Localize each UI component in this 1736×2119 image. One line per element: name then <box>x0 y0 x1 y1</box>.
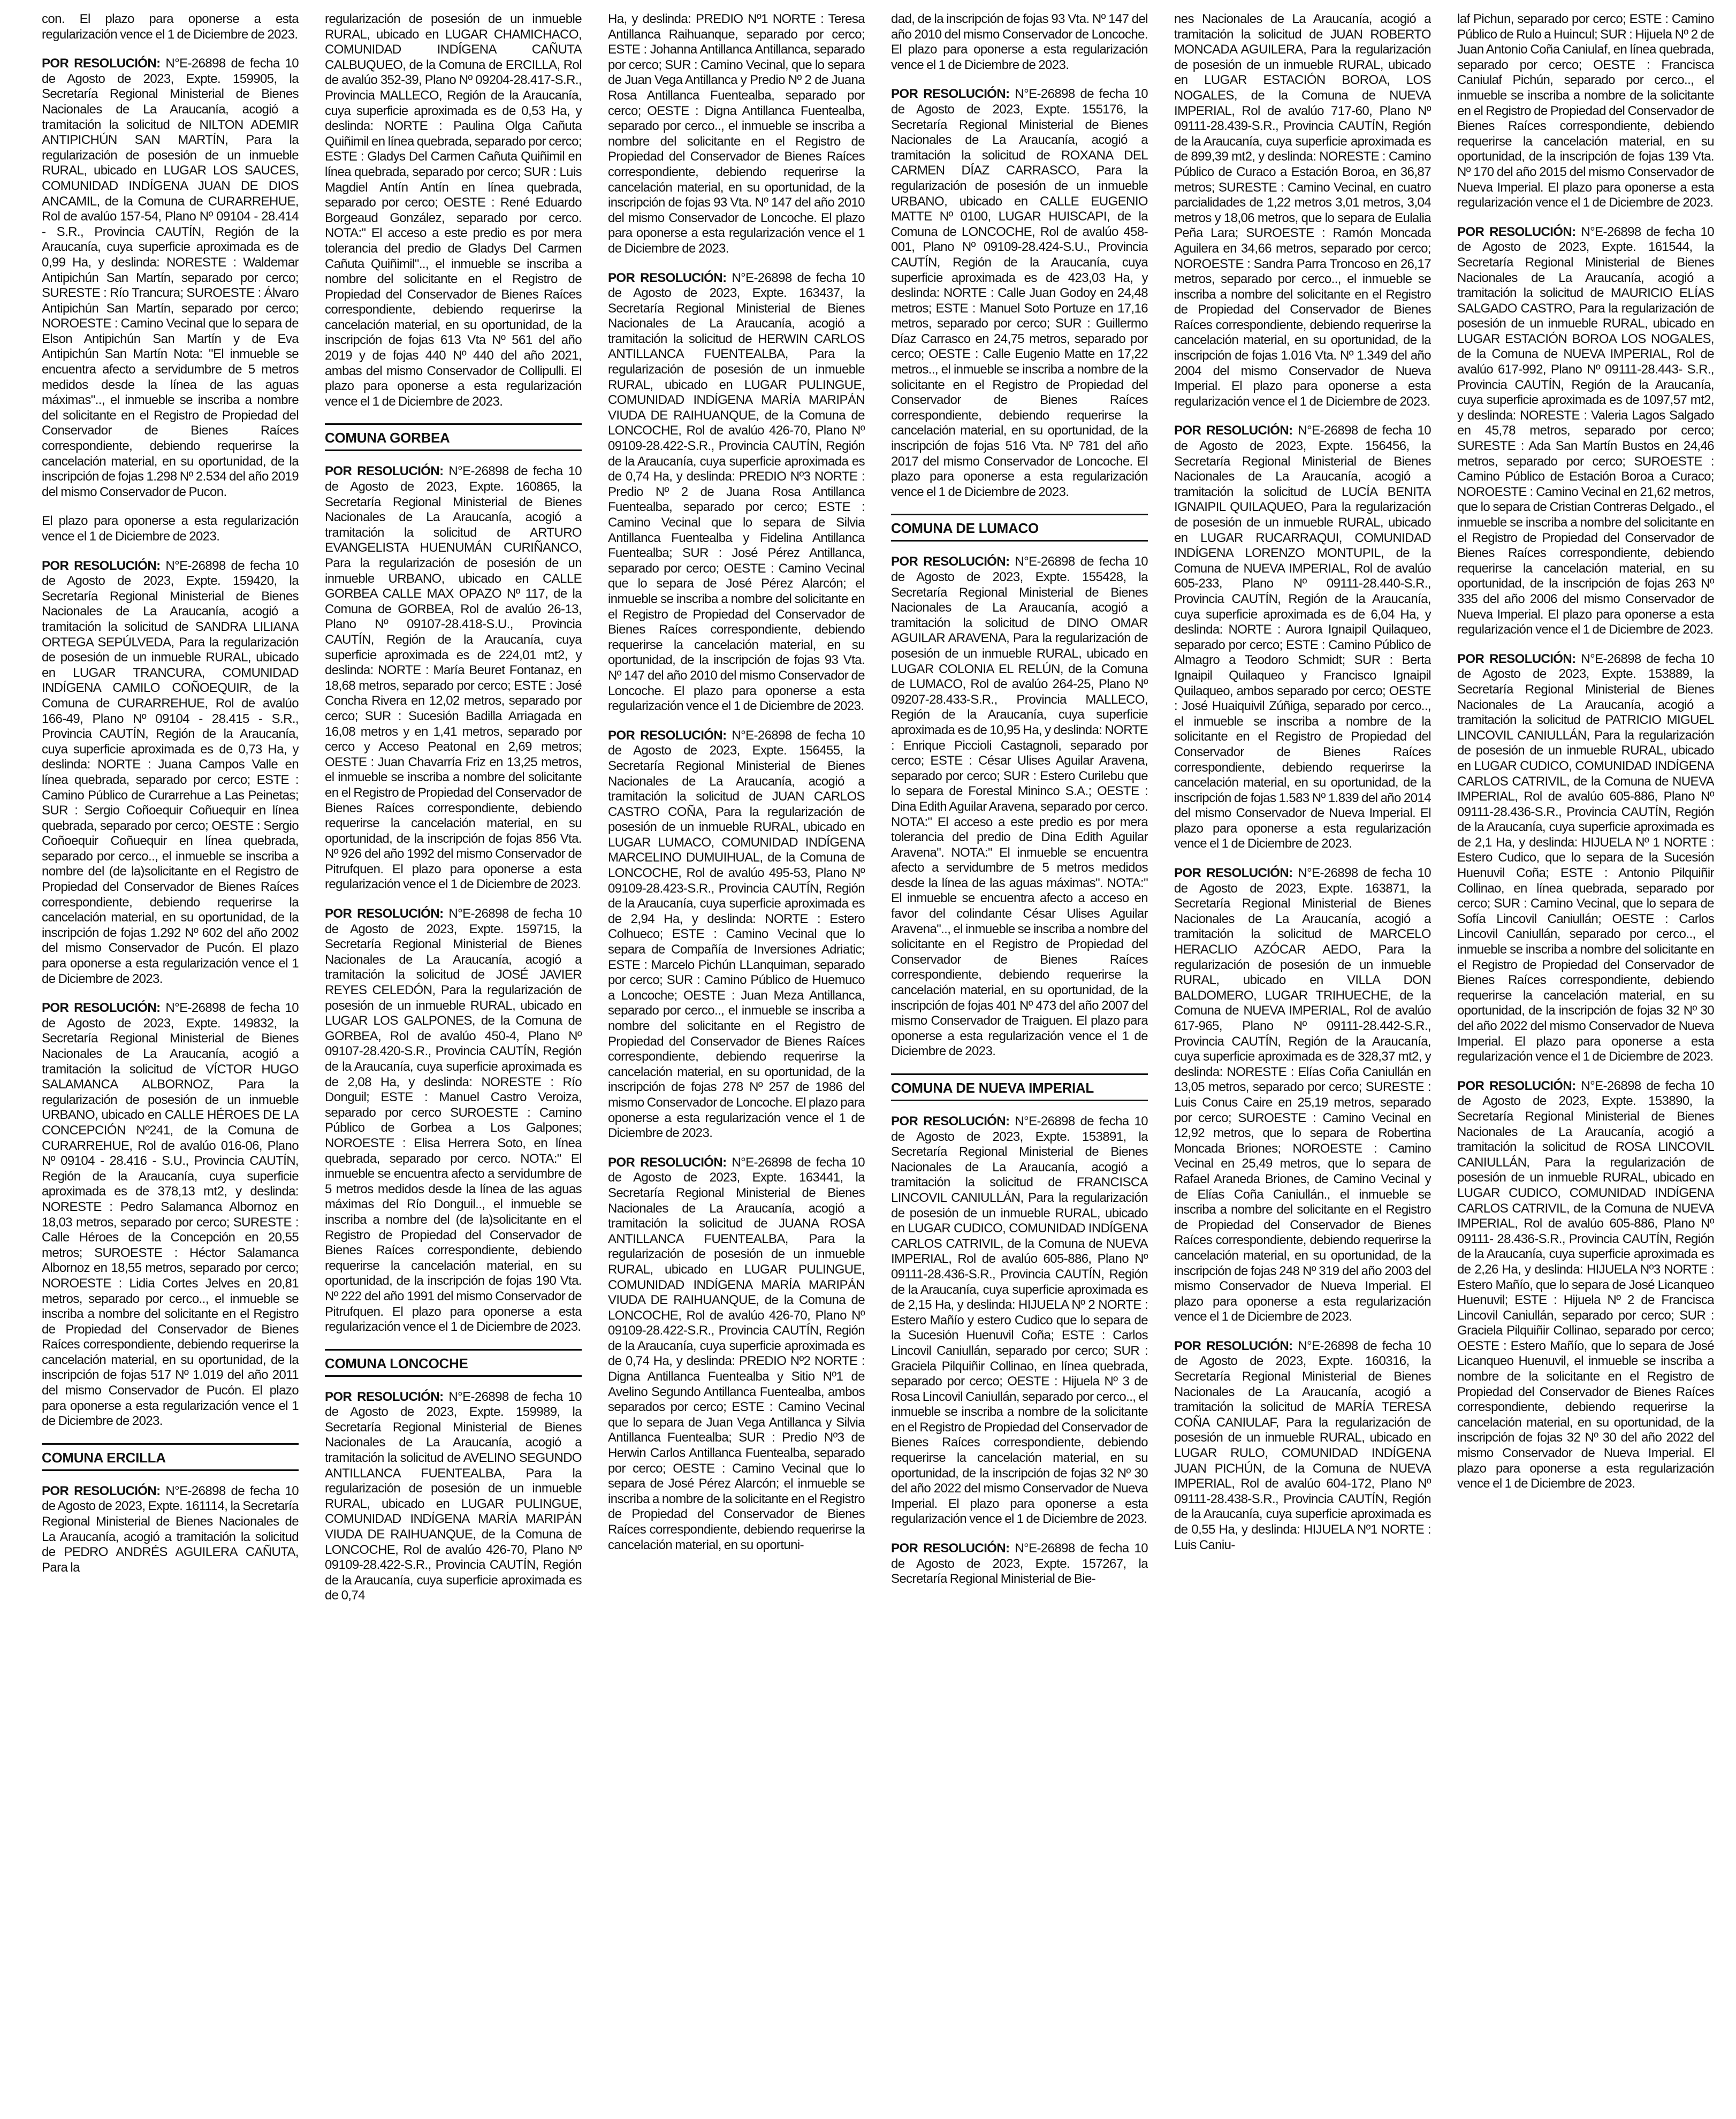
legal-notice <box>325 906 582 1335</box>
notice-body: N°E-26898 de fecha 10 de Agosto de 2023, Expte. 153889, la Secretaría Regional Ministerial de Bienes Nacionales de La Araucanía, acogió a tramitación la solicitud de PATRICIO MIGUEL LINCOVIL CANIULLÁN, Para la regularización de posesión de un inmueble RURAL, ubicado en LUGAR CUDICO, COMUNIDAD INDÍGENA CARLOS CATRIVIL, de la Comuna de NUEVA IMPERIAL, Rol de avalúo 605-886, Plano Nº 09111-28.436-S.R., Provincia CAUTÍN, Región de la Araucanía, cuya superficie aproximada es de 2,1 Ha, y deslinda: HIJUELA Nº 1 NORTE : Estero Cudico, que lo separa de la Sucesión Huenuvil Coña; ESTE : Antonio Pilquiñir Collinao, en línea quebrada, separado por cerco; SUR : Camino Vecinal, que lo separa de Sofía Lincovil Caniullán; OESTE : Carlos Lincovil Caniullán, separado por cerco.., el inmueble se inscriba a nombre del solicitante en el Registro de Propiedad del Conservador de Bienes Raíces correspondiente, debiendo requerirse la cancelación material, en su oportunidad, de la inscripción de fojas 32 Nº 30 del año 2022 del mismo Conservador de Nueva Imperial. El plazo para oponerse a esta regularización vence el 1 de Diciembre de 2023. <box>1457 651 1714 1064</box>
notice-body: laf Pichun, separado por cerco; ESTE : Camino Público de Rulo a Huincul; SUR : Hijuela Nº 2 de Juan Antonio Coña Caniulaf, en línea quebrada, separado por cerco; OESTE : Francisca Caniulaf Pichún, separado por cerco.., el inmueble se inscriba a nombre de la solicitante en el Registro de Propiedad del Conservador de Bienes Raíces correspondiente, debiendo requerirse la cancelación material, en su oportunidad, de la inscripción de fojas 139 Vta. Nº 170 del año 2015 del mismo Conservador de Nueva Imperial. El plazo para oponerse a esta regularización vence el 1 de Diciembre de 2023. <box>1457 12 1714 210</box>
notice-lead: POR RESOLUCIÓN: <box>325 1389 444 1404</box>
column-2 <box>325 12 582 2109</box>
notice-lead: POR RESOLUCIÓN: <box>891 1541 1010 1556</box>
notice-lead: POR RESOLUCIÓN: <box>1457 651 1576 666</box>
notice-body: N°E-26898 de fecha 10 de Agosto de 2023, Expte. 155176, la Secretaría Regional Ministerial de Bienes Nacionales de La Araucanía, acogió a tramitación la solicitud de ROXANA DEL CARMEN DÍAZ CARRASCO, Para la regularización de posesión de un inmueble URBANO, ubicado en CALLE EUGENIO MATTE Nº 0100, LUGAR HUISCAPI, de la Comuna de LONCOCHE, Rol de avalúo 458-001, Plano Nº 09109-28.424-S.U., Provincia CAUTÍN, Región de la Araucanía, cuya superficie aproximada es de 423,03 Ha, y deslinda: NORTE : Calle Juan Godoy en 24,48 metros; ESTE : Manuel Soto Portuze en 17,16 metros, separado por cerco; SUR : Guillermo Díaz Carrasco en 24,75 metros, separado por cerco; OESTE : Calle Eugenio Matte en 17,22 metros.., el inmueble se inscriba a nombre de la solicitante en el Registro de Propiedad del Conservador de Bienes Raíces correspondiente, debiendo requerirse la cancelación material, en su oportunidad, de la inscripción de fojas 516 Vta. Nº 781 del año 2017 del mismo Conservador de Loncoche. El plazo para oponerse a esta regularización vence el 1 de Diciembre de 2023. <box>891 87 1148 499</box>
notice-body: nes Nacionales de La Araucanía, acogió a tramitación la solicitud de JUAN ROBERTO MONCADA AGUILERA, Para la regularización de posesión de un inmueble RURAL, ubicado en LUGAR ESTACIÓN BOROA, LOS NOGALES, de la Comuna de NUEVA IMPERIAL, Rol de avalúo 717-60, Plano Nº 09111-28.439-S.R., Provincia CAUTÍN, Región de la Araucanía, cuya superficie aproximada es de 899,39 mt2, y deslinda: NORESTE : Camino Público de Curaco a Estación Boroa, en 36,87 metros; SURESTE : Camino Vecinal, en cuatro parcialidades de 1,22 metros 3,01 metros, 3,04 metros y 18,06 metros, que lo separa de Eulalia Peña Lara; SUROESTE : Ramón Moncada Aguilera en 34,66 metros, separado por cerco; NOROESTE : Sandra Parra Troncoso en 26,17 metros, separado por cerco.., el inmueble se inscriba a nombre del solicitante en el Registro de Propiedad del Conservador de Bienes Raíces correspondiente, debiendo requerirse la cancelación material, en su oportunidad, de la inscripción de fojas 1.016 Vta. Nº 1.349 del año 2004 del mismo Conservador de Nueva Imperial. El plazo para oponerse a esta regularización vence el 1 de Diciembre de 2023. <box>1174 12 1431 409</box>
legal-notice <box>325 1390 582 1604</box>
notice-lead: POR RESOLUCIÓN: <box>42 56 161 71</box>
notice-body: regularización de posesión de un inmueble RURAL, ubicado en LUGAR CHAMICHACO, COMUNIDAD INDÍGENA CAÑUTA CALBUQUEO, de la Comuna de ERCILLA, Rol de avalúo 352-39, Plano Nº 09204-28.417-S.R., Provincia MALLECO, Región de la Araucanía, cuya superficie aproximada es de 0,53 Ha, y deslinda: NORTE : Paulina Olga Cañuta Quiñimil en línea quebrada, separado por cerco; ESTE : Gladys Del Carmen Cañuta Quiñimil en línea quebrada, separado por cerco; SUR : Luis Magdiel Antín Antín en línea quebrada, separado por cerco; OESTE : René Eduardo Borgeaud González, separado por cerco. NOTA:" El acceso a este predio es por mera tolerancia del predio de Gladys Del Carmen Cañuta Quiñimil".., el inmueble se inscriba a nombre del solicitante en el Registro de Propiedad del Conservador de Bienes Raíces correspondiente, debiendo requerirse la cancelación material, en su oportunidad, de la inscripción de fojas 613 Vta Nº 561 del año 2019 y de fojas 440 Nº 440 del año 2021, ambas del mismo Conservador de Collipulli. El plazo para oponerse a esta regularización vence el 1 de Diciembre de 2023. <box>325 12 582 409</box>
legal-notice <box>1174 866 1431 1325</box>
notice-lead: POR RESOLUCIÓN: <box>1174 1338 1293 1353</box>
notice-lead: POR RESOLUCIÓN: <box>608 1155 727 1170</box>
legal-notice <box>1174 1339 1431 1553</box>
notice-lead: POR RESOLUCIÓN: <box>42 1483 161 1498</box>
legal-notice <box>42 12 299 42</box>
notice-body: N°E-26898 de fecha 10 de Agosto de 2023, Expte. 149832, la Secretaría Regional Ministerial de Bienes Nacionales de La Araucanía, acogió a tramitación la solicitud de VÍCTOR HUGO SALAMANCA ALBORNOZ, Para la regularización de posesión de un inmueble URBANO, ubicado en CALLE HÉROES DE LA CONCEPCIÓN Nº241, de la Comuna de CURARREHUE, Rol de avalúo 016-06, Plano Nº 09104 - 28.416 - S.U., Provincia CAUTÍN, Región de la Araucanía, cuya superficie aproximada es de 378,13 mt2, y deslinda: NORESTE : Pedro Salamanca Albornoz en 18,03 metros, separado por cerco; SURESTE : Calle Héroes de la Concepción en 20,55 metros; SUROESTE : Héctor Salamanca Albornoz en 18,55 metros, separado por cerco; NOROESTE : Lidia Cortes Jelves en 20,81 metros, separado por cerco.., el inmueble se inscriba a nombre del solicitante en el Registro de Propiedad del Conservador de Bienes Raíces correspondiente, debiendo requerirse la cancelación material, en su oportunidad, de la inscripción de fojas 517 Nº 1.019 del año 2011 del mismo Conservador de Pucón. El plazo para oponerse a esta regularización vence el 1 de Diciembre de 2023. <box>42 1001 299 1429</box>
notice-body: N°E-26898 de fecha 10 de Agosto de 2023, Expte. 163871, la Secretaría Regional Ministerial de Bienes Nacionales de La Araucanía, acogió a tramitación la solicitud de MARCELO HERACLIO AZÓCAR AEDO, Para la regularización de posesión de un inmueble RURAL, ubicado en VILLA DON BALDOMERO, LUGAR TRIHUECHE, de la Comuna de NUEVA IMPERIAL, Rol de avalúo 617-965, Plano Nº 09111-28.442-S.R., Provincia CAUTÍN, Región de la Araucanía, cuya superficie aproximada es de 328,37 mt2, y deslinda: NORESTE : Elías Coña Caniullán en 13,05 metros, separado por cerco; SURESTE : Luis Conus Caire en 25,19 metros, separado por cerco; SUROESTE : Camino Vecinal en 12,92 metros, que lo separa de Robertina Moncada Briones; NOROESTE : Camino Vecinal en 25,49 metros, que lo separa de Rafael Araneda Briones, de Camino Vecinal y de Elías Coña Caniullán., el inmueble se inscriba a nombre del solicitante en el Registro de Propiedad del Conservador de Bienes Raíces correspondiente, debiendo requerirse la cancelación material, en su oportunidad, de la inscripción de fojas 248 Nº 319 del año 2003 del mismo Conservador de Nueva Imperial. El plazo para oponerse a esta regularización vence el 1 de Diciembre de 2023. <box>1174 866 1431 1324</box>
legal-notice <box>1457 1079 1714 1492</box>
section-heading: COMUNA GORBEA <box>325 423 582 451</box>
notice-lead: POR RESOLUCIÓN: <box>1457 1078 1576 1093</box>
notice-body: Ha, y deslinda: PREDIO Nº1 NORTE : Teresa Antillanca Raihuanque, separado por cerco; ESTE : Johanna Antillanca Antillanca, separado por cerco; SUR : Camino Vecinal, que lo separa de Juan Vega Antillanca y Predio Nº 2 de Juana Rosa Antillanca Fuentealba, separado por cerco; OESTE : Digna Antillanca Fuentealba, separado por cerco.., el inmueble se inscriba a nombre del solicitante en el Registro de Propiedad del Conservador de Bienes Raíces correspondiente, debiendo requerirse la cancelación material, en su oportunidad, de la inscripción de fojas 93 Vta. Nº 147 del año 2010 del mismo Conservador de Loncoche. El plazo para oponerse a esta regularización vence el 1 de Diciembre de 2023. <box>608 12 865 256</box>
notice-lead: POR RESOLUCIÓN: <box>1174 866 1293 881</box>
legal-notice <box>1174 423 1431 852</box>
notice-body: N°E-26898 de fecha 10 de Agosto de 2023, Expte. 163441, la Secretaría Regional Ministerial de Bienes Nacionales de La Araucanía, acogió a tramitación la solicitud de JUANA ROSA ANTILLANCA FUENTEALBA, Para la regularización de posesión de un inmueble RURAL, ubicado en LUGAR PULINGUE, COMUNIDAD INDÍGENA MARÍA MARIPÁN VIUDA DE RAIHUANQUE, de la Comuna de LONCOCHE, Rol de avalúo 426-70, Plano Nº 09109-28.422-S.R., Provincia CAUTÍN, Región de la Araucanía, cuya superficie aproximada es de 0,74 Ha, y deslinda: PREDIO Nº2 NORTE : Digna Antillanca Fuentealba y Sitio Nº1 de Avelino Segundo Antillanca Fuentealba, ambos separados por cerco; ESTE : Camino Vecinal que lo separa de Juan Vega Antillanca y Silvia Antillanca Fuentealba; SUR : Predio Nº3 de Herwin Carlos Antillanca Fuentealba, separado por cerco; OESTE : Camino Vecinal que lo separa de José Pérez Alarcón; el inmueble se inscriba a nombre de la solicitante en el Registro de Propiedad del Conservador de Bienes Raíces correspondiente, debiendo requerirse la cancelación material, en su oportuni- <box>608 1155 865 1552</box>
notice-lead: POR RESOLUCIÓN: <box>42 1001 161 1016</box>
notice-lead: POR RESOLUCIÓN: <box>1174 423 1293 438</box>
notice-body: N°E-26898 de fecha 10 de Agosto de 2023, Expte. 160316, la Secretaría Regional Ministerial de Bienes Nacionales de La Araucanía, acogió a tramitación la solicitud de MARÍA TERESA COÑA CANIULAF, Para la regularización de posesión de un inmueble RURAL, ubicado en LUGAR RULO, COMUNIDAD INDÍGENA JUAN PICHÚN, de la Comuna de NUEVA IMPERIAL, Rol de avalúo 604-172, Plano Nº 09111-28.438-S.R., Provincia CAUTÍN, Región de la Araucanía, cuya superficie aproximada es de 0,55 Ha, y deslinda: HIJUELA Nº1 NORTE : Luis Caniu- <box>1174 1338 1431 1552</box>
notice-body: N°E-26898 de fecha 10 de Agosto de 2023, Expte. 161114, la Secretaría Regional Ministerial de Bienes Nacionales de La Araucanía, acogió a tramitación la solicitud de PEDRO ANDRÉS AGUILERA CAÑUTA, Para la <box>42 1483 299 1575</box>
legal-notice <box>42 1001 299 1429</box>
notice-body: N°E-26898 de fecha 10 de Agosto de 2023, Expte. 155428, la Secretaría Regional Ministerial de Bienes Nacionales de La Araucanía, acogió a tramitación la solicitud de DINO OMAR AGUILAR ARAVENA, Para la regularización de posesión de un inmueble RURAL, ubicado en LUGAR COLONIA EL RELÚN, de la Comuna de LUMACO, Rol de avalúo 264-25, Plano Nº 09207-28.433-S.R., Provincia MALLECO, Región de la Araucanía, cuya superficie aproximada es de 10,95 Ha, y deslinda: NORTE : Enrique Piccioli Castagnoli, separado por cerco; ESTE : César Ulises Aguilar Aravena, separado por cerco; SUR : Estero Curilebu que lo separa de Forestal Mininco S.A.; OESTE : Dina Edith Aguilar Aravena, separado por cerco. NOTA:" El acceso a este predio es por mera tolerancia del predio de Dina Edith Aguilar Aravena". NOTA:" El inmueble se encuentra afecto a servidumbre de 5 metros medidos desde la línea de las aguas máximas". NOTA:" El inmueble se encuentra afecto a acceso en favor del colindante César Ulises Aguilar Aravena".., el inmueble se inscriba a nombre del solicitante en el Registro de Propiedad del Conservador de Bienes Raíces correspondiente, debiendo requerirse la cancelación material, en su oportunidad, de la inscripción de fojas 401 Nº 473 del año 2007 del mismo Conservador de Traiguen. El plazo para oponerse a esta regularización vence el 1 de Diciembre de 2023. <box>891 554 1148 1059</box>
notice-body: con. El plazo para oponerse a esta regularización vence el 1 de Diciembre de 2023. <box>42 12 299 42</box>
legal-notice <box>891 1541 1148 1587</box>
legal-notice <box>42 514 299 544</box>
notice-body: N°E-26898 de fecha 10 de Agosto de 2023, Expte. 153890, la Secretaría Regional Ministerial de Bienes Nacionales de La Araucanía, acogió a tramitación la solicitud de ROSA LINCOVIL CANIULLÁN, Para la regularización de posesión de un inmueble RURAL, ubicado en LUGAR CUDICO, COMUNIDAD INDÍGENA CARLOS CATRIVIL, de la Comuna de NUEVA IMPERIAL, Rol de avalúo 605-886, Plano Nº 09111- 28.436-S.R., Provincia CAUTÍN, Región de la Araucanía, cuya superficie aproximada es de 2,26 Ha, y deslinda: HIJUELA Nº3 NORTE : Estero Mañío, que lo separa de José Licanqueo Huenuvil; ESTE : Hijuela Nº 2 de Francisca Lincovil Caniullán, separado por cerco; SUR : Graciela Pilquiñir Collinao, separado por cerco; OESTE : Estero Mañío, que lo separa de José Licanqueo Huenuvil, el inmueble se inscriba a nombre de la solicitante en el Registro de Propiedad del Conservador de Bienes Raíces correspondiente, debiendo requerirse la cancelación material, en su oportunidad, de la inscripción de fojas 32 Nº 30 del año 2022 del mismo Conservador de Nueva Imperial. El plazo para oponerse a esta regularización vence el 1 de Diciembre de 2023. <box>1457 1078 1714 1491</box>
column-6 <box>1457 12 1714 2109</box>
legal-notice <box>1457 12 1714 211</box>
legal-notice <box>891 554 1148 1060</box>
notice-lead: POR RESOLUCIÓN: <box>891 1114 1010 1129</box>
legal-notice <box>608 271 865 714</box>
notice-lead: POR RESOLUCIÓN: <box>325 906 444 921</box>
legal-notice <box>1174 12 1431 409</box>
legal-notice <box>325 12 582 409</box>
section-heading: COMUNA DE NUEVA IMPERIAL <box>891 1073 1148 1101</box>
section-heading: COMUNA LONCOCHE <box>325 1349 582 1377</box>
column-4 <box>891 12 1148 2109</box>
notice-body: N°E-26898 de fecha 10 de Agosto de 2023, Expte. 156456, la Secretaría Regional Ministerial de Bienes Nacionales de La Araucanía, acogió a tramitación la solicitud de LUCÍA BENITA IGNAIPIL QUILAQUEO, Para la regularización de posesión de un inmueble RURAL, ubicado en LUGAR RUCARRAQUI, COMUNIDAD INDÍGENA LORENZO MONTUPIL, de la Comuna de NUEVA IMPERIAL, Rol de avalúo 605-233, Plano Nº 09111-28.440-S.R., Provincia CAUTÍN, Región de la Araucanía, cuya superficie aproximada es de 6,04 Ha, y deslinda: NORTE : Aurora Ignaipil Quilaqueo, separado por cerco; ESTE : Camino Público de Almagro a Teodoro Schmidt; SUR : Berta Ignaipil Quilaqueo y Francisco Ignaipil Quilaqueo, ambos separado por cerco; OESTE : José Huaiquivil Zúñiga, separado por cerco.., el inmueble se inscriba a nombre de la solicitante en el Registro de Propiedad del Conservador de Bienes Raíces correspondiente, debiendo requerirse la cancelación material, en su oportunidad, de la inscripción de fojas 1.583 Nº 1.839 del año 2014 del mismo Conservador de Nueva Imperial. El plazo para oponerse a esta regularización vence el 1 de Diciembre de 2023. <box>1174 423 1431 851</box>
legal-notice <box>325 464 582 893</box>
notice-body: N°E-26898 de fecha 10 de Agosto de 2023, Expte. 159420, la Secretaría Regional Ministerial de Bienes Nacionales de La Araucanía, acogió a tramitación la solicitud de SANDRA LILIANA ORTEGA SEPÚLVEDA, Para la regularización de posesión de un inmueble RURAL, ubicado en LUGAR TRANCURA, COMUNIDAD INDÍGENA CAMILO COÑOEQUIR, de la Comuna de CURARREHUE, Rol de avalúo 166-49, Plano Nº 09104 - 28.415 - S.R., Provincia CAUTÍN, Región de la Araucanía, cuya superficie aproximada es de 0,73 Ha, y deslinda: NORTE : Juana Campos Valle en línea quebrada, separado por cerco; ESTE : Camino Público de Curarrehue a Las Peinetas; SUR : Sergio Coñoequir Coñuequir en línea quebrada, separado por cerco; OESTE : Sergio Coñoequir Coñuequir en línea quebrada, separado por cerco.., el inmueble se inscriba a nombre del (de la)solicitante en el Registro de Propiedad del Conservador de Bienes Raíces correspondiente, debiendo requerirse la cancelación material, en su oportunidad, de la inscripción de fojas 1.292 Nº 602 del año 2002 del mismo Conservador de Pucón. El plazo para oponerse a esta regularización vence el 1 de Diciembre de 2023. <box>42 558 299 986</box>
notice-body: N°E-26898 de fecha 10 de Agosto de 2023, Expte. 156455, la Secretaría Regional Ministerial de Bienes Nacionales de La Araucanía, acogió a tramitación la solicitud de JUAN CARLOS CASTRO COÑA, Para la regularización de posesión de un inmueble RURAL, ubicado en LUGAR LUMACO, COMUNIDAD INDÍGENA MARCELINO DUMUIHUAL, de la Comuna de LONCOCHE, Rol de avalúo 495-53, Plano Nº 09109-28.423-S.R., Provincia CAUTÍN, Región de la Araucanía, cuya superficie aproximada es de 2,94 Ha, y deslinda: NORTE : Estero Colhueco; ESTE : Camino Vecinal que lo separa de Compañía de Inversiones Adriatic; ESTE : Marcelo Pichún LLanquiman, separado por cerco; SUR : Camino Público de Huemuco a Loncoche; OESTE : Juan Meza Antillanca, separado por cerco.., el inmueble se inscriba a nombre del solicitante en el Registro de Propiedad del Conservador de Bienes Raíces correspondiente, debiendo requerirse la cancelación material, en su oportunidad, de la inscripción de fojas 278 Nº 257 de 1986 del mismo Conservador de Loncoche. El plazo para oponerse a esta regularización vence el 1 de Diciembre de 2023. <box>608 728 865 1141</box>
legal-notice <box>1457 225 1714 638</box>
section-heading: COMUNA DE LUMACO <box>891 514 1148 542</box>
notice-lead: POR RESOLUCIÓN: <box>1457 224 1576 239</box>
notice-body: N°E-26898 de fecha 10 de Agosto de 2023, Expte. 159989, la Secretaría Regional Ministerial de Bienes Nacionales de La Araucanía, acogió a tramitación la solicitud de AVELINO SEGUNDO ANTILLANCA FUENTEALBA, Para la regularización de posesión de un inmueble RURAL, ubicado en LUGAR PULINGUE, COMUNIDAD INDÍGENA MARÍA MARIPÁN VIUDA DE RAIHUANQUE, de la Comuna de LONCOCHE, Rol de avalúo 426-70, Plano Nº 09109-28.422-S.R., Provincia CAUTÍN, Región de la Araucanía, cuya superficie aproximada es de 0,74 <box>325 1389 582 1603</box>
notice-lead: POR RESOLUCIÓN: <box>42 558 161 573</box>
notice-body: dad, de la inscripción de fojas 93 Vta. Nº 147 del año 2010 del mismo Conservador de Loncoche. El plazo para oponerse a esta regularización vence el 1 de Diciembre de 2023. <box>891 12 1148 72</box>
section-heading: COMUNA ERCILLA <box>42 1443 299 1471</box>
column-1 <box>42 12 299 2109</box>
legal-notice <box>891 87 1148 500</box>
notice-body: N°E-26898 de fecha 10 de Agosto de 2023, Expte. 163437, la Secretaría Regional Ministerial de Bienes Nacionales de La Araucanía, acogió a tramitación la solicitud de HERWIN CARLOS ANTILLANCA FUENTEALBA, Para la regularización de posesión de un inmueble RURAL, ubicado en LUGAR PULINGUE, COMUNIDAD INDÍGENA MARÍA MARIPÁN VIUDA DE RAIHUANQUE, de la Comuna de LONCOCHE, Rol de avalúo 426-70, Plano Nº 09109-28.422-S.R., Provincia CAUTÍN, Región de la Araucanía, cuya superficie aproximada es de 0,74 Ha, y deslinda: PREDIO Nº3 NORTE : Predio Nº 2 de Juana Rosa Antillanca Fuentealba, separado por cerco; ESTE : Camino Vecinal que lo separa de Silvia Antillanca Fuentealba y Fidelina Antillanca Fuentealba; SUR : José Pérez Antillanca, separado por cerco; OESTE : Camino Vecinal que lo separa de José Pérez Alarcón; el inmueble se inscriba a nombre del solicitante en el Registro de Propiedad del Conservador de Bienes Raíces correspondiente, debiendo requerirse la cancelación material, en su oportunidad, de la inscripción de fojas 93 Vta. Nº 147 del año 2010 del mismo Conservador de Loncoche. El plazo para oponerse a esta regularización vence el 1 de Diciembre de 2023. <box>608 270 865 714</box>
notice-body: N°E-26898 de fecha 10 de Agosto de 2023, Expte. 161544, la Secretaría Regional Ministerial de Bienes Nacionales de La Araucanía, acogió a tramitación la solicitud de MAURICIO ELÍAS SALGADO CASTRO, Para la regularización de posesión de un inmueble RURAL, ubicado en LUGAR ESTACIÓN BOROA LOS NOGALES, de la Comuna de NUEVA IMPERIAL, Rol de avalúo 617-992, Plano Nº 09111-28.443- S.R., Provincia CAUTÍN, Región de la Araucanía, cuya superficie aproximada es de 1097,57 mt2, y deslinda: NORESTE : Valeria Lagos Salgado en 45,78 metros, separado por cerco; SURESTE : Ada San Martín Bustos en 24,46 metros, separado por cerco; SUROESTE : Camino Público de Estación Boroa a Curaco; NOROESTE : Camino Vecinal en 21,62 metros, que lo separa de Cristian Contreras Delgado., el inmueble se inscriba a nombre del solicitante en el Registro de Propiedad del Conservador de Bienes Raíces correspondiente, debiendo requerirse la cancelación material, en su oportunidad, de la inscripción de fojas 263 Nº 335 del año 2006 del mismo Conservador de Nueva Imperial. El plazo para oponerse a esta regularización vence el 1 de Diciembre de 2023. <box>1457 224 1714 637</box>
legal-notice <box>42 559 299 987</box>
notice-body: N°E-26898 de fecha 10 de Agosto de 2023, Expte. 153891, la Secretaría Regional Ministerial de Bienes Nacionales de La Araucanía, acogió a tramitación la solicitud de FRANCISCA LINCOVIL CANIULLÁN, Para la regularización de posesión de un inmueble RURAL, ubicado en LUGAR CUDICO, COMUNIDAD INDÍGENA CARLOS CATRIVIL, de la Comuna de NUEVA IMPERIAL, Rol de avalúo 605-886, Plano Nº 09111-28.436-S.R., Provincia CAUTÍN, Región de la Araucanía, cuya superficie aproximada es de 2,15 Ha, y deslinda: HIJUELA Nº 2 NORTE : Estero Mañío y estero Cudico que lo separa de la Sucesión Huenuvil Coña; ESTE : Carlos Lincovil Caniullán, separado por cerco; SUR : Graciela Pilquiñir Collinao, en línea quebrada, separado por cerco; OESTE : Hijuela Nº 3 de Rosa Lincovil Caniullán, separado por cerco.., el inmueble se inscriba a nombre de la solicitante en el Registro de Propiedad del Conservador de Bienes Raíces correspondiente, debiendo requerirse la cancelación material, en su oportunidad, de la inscripción de fojas 32 Nº 30 del año 2022 del mismo Conservador de Nueva Imperial. El plazo para oponerse a esta regularización vence el 1 de Diciembre de 2023. <box>891 1114 1148 1527</box>
legal-notice <box>891 12 1148 73</box>
notice-lead: POR RESOLUCIÓN: <box>891 87 1010 102</box>
notice-body: N°E-26898 de fecha 10 de Agosto de 2023, Expte. 157267, la Secretaría Regional Ministerial de Bie- <box>891 1541 1148 1587</box>
notice-body: El plazo para oponerse a esta regularización vence el 1 de Diciembre de 2023. <box>42 514 299 544</box>
notice-lead: POR RESOLUCIÓN: <box>608 728 727 743</box>
legal-notice <box>1457 652 1714 1065</box>
column-5 <box>1174 12 1431 2109</box>
notice-body: N°E-26898 de fecha 10 de Agosto de 2023, Expte. 159715, la Secretaría Regional Ministerial de Bienes Nacionales de La Araucanía, acogió a tramitación la solicitud de JOSÉ JAVIER REYES CELEDÓN, Para la regularización de posesión de un inmueble RURAL, ubicado en LUGAR LOS GALPONES, de la Comuna de GORBEA, Rol de avalúo 450-4, Plano Nº 09107-28.420-S.R., Provincia CAUTÍN, Región de la Araucanía, cuya superficie aproximada es de 2,08 Ha, y deslinda: NORESTE : Río Donguil; ESTE : Manuel Castro Veroiza, separado por cerco SUROESTE : Camino Público de Gorbea a Los Galpones; NOROESTE : Elisa Herrera Soto, en línea quebrada, separado por cerco. NOTA:" El inmueble se encuentra afecto a servidumbre de 5 metros medidos desde la línea de las aguas máximas del Río Donguil.., el inmueble se inscriba a nombre del (de la)solicitante en el Registro de Propiedad del Conservador de Bienes Raíces correspondiente, debiendo requerirse la cancelación material, en su oportunidad, de la inscripción de fojas 190 Vta. Nº 222 del año 1991 del mismo Conservador de Pitrufquen. El plazo para oponerse a esta regularización vence el 1 de Diciembre de 2023. <box>325 906 582 1335</box>
notice-lead: POR RESOLUCIÓN: <box>325 464 444 479</box>
legal-notice <box>42 1484 299 1576</box>
legal-notice <box>891 1114 1148 1527</box>
legal-notice <box>608 1155 865 1553</box>
notice-lead: POR RESOLUCIÓN: <box>891 554 1010 569</box>
column-3 <box>608 12 865 2109</box>
notice-body: N°E-26898 de fecha 10 de Agosto de 2023, Expte. 159905, la Secretaría Regional Ministerial de Bienes Nacionales de La Araucanía, acogió a tramitación la solicitud de NILTON ADEMIR ANTIPICHÚN SAN MARTÍN, Para la regularización de posesión de un inmueble RURAL, ubicado en LUGAR LOS SAUCES, COMUNIDAD INDÍGENA JUAN DE DIOS ANCAMIL, de la Comuna de CURARREHUE, Rol de avalúo 157-54, Plano Nº 09104 - 28.414 - S.R., Provincia CAUTÍN, Región de la Araucanía, cuya superficie aproximada es de 0,99 Ha, y deslinda: NORESTE : Waldemar Antipichún San Martín, separado por cerco; SURESTE : Río Trancura; SUROESTE : Álvaro Antipichún San Martín, separado por cerco; NOROESTE : Camino Vecinal que lo separa de Elson Antipichún San Martín y de Eva Antipichún San Martín Nota: "El inmueble se encuentra afecto a servidumbre de 5 metros medidos desde la línea de las aguas máximas".., el inmueble se inscriba a nombre del solicitante en el Registro de Propiedad del Conservador de Bienes Raíces correspondiente, debiendo requerirse la cancelación material, en su oportunidad, de la inscripción de fojas 1.298 Nº 2.534 del año 2019 del mismo Conservador de Pucon. <box>42 56 299 499</box>
legal-notice <box>42 56 299 500</box>
legal-notice <box>608 12 865 257</box>
notice-body: N°E-26898 de fecha 10 de Agosto de 2023, Expte. 160865, la Secretaría Regional Ministerial de Bienes Nacionales de La Araucanía, acogió a tramitación la solicitud de ARTURO EVANGELISTA HUENUMÁN CURIÑANCO, Para la regularización de posesión de un inmueble URBANO, ubicado en CALLE GORBEA CALLE MAX OPAZO Nº 117, de la Comuna de GORBEA, Rol de avalúo 26-13, Plano Nº 09107-28.418-S.U., Provincia CAUTÍN, Región de la Araucanía, cuya superficie aproximada es de 224,01 mt2, y deslinda: NORTE : María Beuret Fontanaz, en 18,68 metros, separado por cerco; ESTE : José Concha Rivera en 12,02 metros, separado por cerco; SUR : Sucesión Badilla Arriagada en 16,08 metros y en 1,41 metros, separado por cerco y Acceso Peatonal en 2,69 metros; OESTE : Juan Chavarría Friz en 13,25 metros, el inmueble se inscriba a nombre del solicitante en el Registro de Propiedad del Conservador de Bienes Raíces correspondiente, debiendo requerirse la cancelación material, en su oportunidad, de la inscripción de fojas 856 Vta. Nº 926 del año 1992 del mismo Conservador de Pitrufquen. El plazo para oponerse a esta regularización vence el 1 de Diciembre de 2023. <box>325 464 582 892</box>
notice-lead: POR RESOLUCIÓN: <box>608 270 727 285</box>
legal-notice <box>608 728 865 1141</box>
